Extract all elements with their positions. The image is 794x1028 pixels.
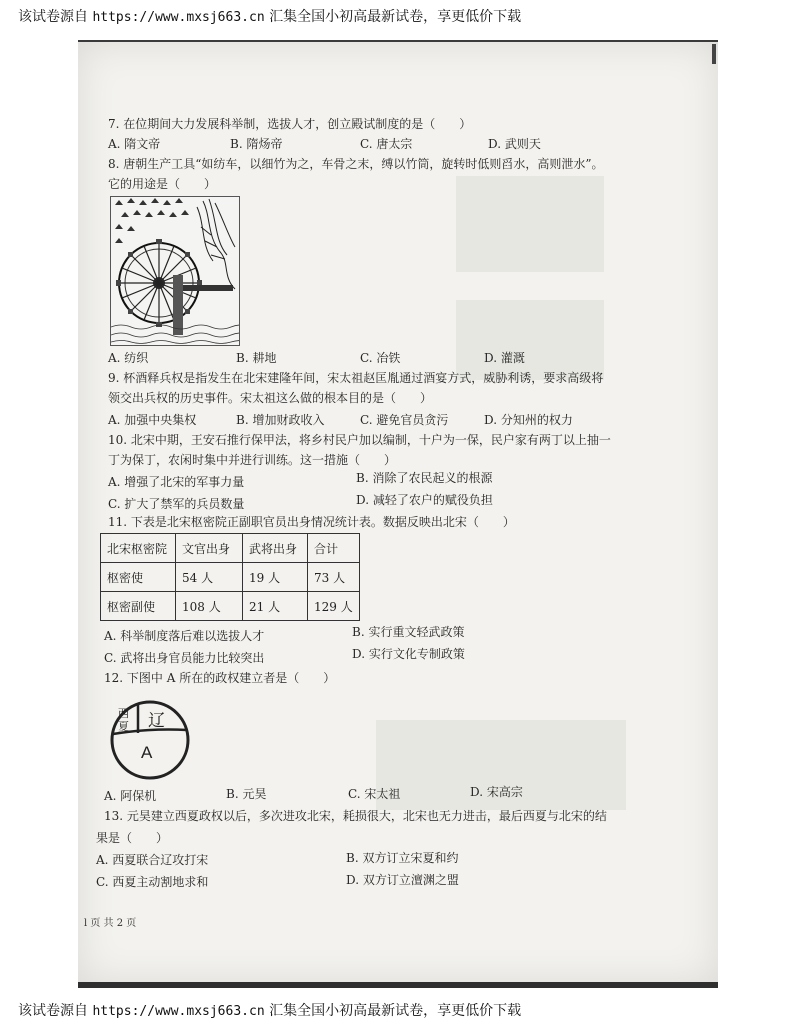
officials-origin-table (100, 533, 360, 621)
label-xi: 西 (118, 707, 129, 720)
question-8-option-c[interactable]: C. 冶铁 (360, 351, 401, 365)
question-8-option-d[interactable]: D. 灌溉 (484, 351, 525, 365)
question-13-option-b[interactable]: B. 双方订立宋夏和约 (346, 851, 459, 865)
label-liao: 辽 (148, 711, 165, 731)
table-cell: 19 人 (243, 563, 308, 592)
question-11-option-c[interactable]: C. 武将出身官员能力比较突出 (104, 651, 265, 665)
question-10-option-a[interactable]: A. 增强了北宋的军事力量 (108, 475, 245, 489)
question-9-option-d[interactable]: D. 分知州的权力 (484, 413, 573, 427)
question-9-option-c[interactable]: C. 避免官员贪污 (360, 413, 449, 427)
waterwheel-illustration (110, 196, 240, 346)
question-8-stem: 8. 唐朝生产工具“如纺车，以细竹为之，车骨之末，缚以竹筒，旋转时低则舀水，高则泄水”。 (108, 157, 604, 171)
source-url[interactable]: https://www.mxsj663.cn (92, 1004, 265, 1019)
table-header-cell: 文官出身 (176, 534, 243, 563)
question-9-option-b[interactable]: B. 增加财政收入 (236, 413, 325, 427)
question-10-stem-cont: 丁为保丁，农闲时集中并进行训练。这一措施（ ） (108, 453, 397, 467)
page-number: l 页 共 2 页 (84, 918, 137, 929)
regime-diagram (104, 700, 196, 780)
question-12-stem: 12. 下图中 A 所在的政权建立者是（ ） (104, 671, 336, 685)
question-10-option-d[interactable]: D. 减轻了农户的赋役负担 (356, 493, 493, 507)
question-13-stem-cont: 果是（ ） (96, 831, 169, 845)
question-7-option-c[interactable]: C. 唐太宗 (360, 137, 413, 151)
table-cell: 108 人 (176, 592, 243, 621)
question-10-option-b[interactable]: B. 消除了农民起义的根源 (356, 471, 493, 485)
question-9-option-a[interactable]: A. 加强中央集权 (108, 413, 197, 427)
question-13-option-d[interactable]: D. 双方订立澶渊之盟 (346, 873, 459, 887)
question-7-stem: 7. 在位期间大力发展科举制，选拔人才，创立殿试制度的是（ ） (108, 117, 472, 131)
question-9-stem-cont: 领交出兵权的历史事件。宋太祖这么做的根本目的是（ ） (108, 391, 433, 405)
table-header-row (101, 534, 360, 563)
question-13-option-a[interactable]: A. 西夏联合辽攻打宋 (96, 853, 209, 867)
question-8-option-a[interactable]: A. 纺织 (108, 351, 149, 365)
question-7-option-b[interactable]: B. 隋炀帝 (230, 137, 283, 151)
paper-edge (712, 44, 716, 64)
question-7-option-a[interactable]: A. 隋文帝 (108, 137, 161, 151)
question-11-option-b[interactable]: B. 实行重文轻武政策 (352, 625, 465, 639)
waterwheel-drawing (111, 197, 239, 345)
regime-circle (104, 700, 196, 780)
paper-edge (78, 982, 718, 988)
table-cell: 54 人 (176, 563, 243, 592)
source-banner-bottom: 该试卷源自 https://www.mxsj663.cn 汇集全国小初高最新试卷，享更低价下载 (18, 1003, 522, 1019)
question-13-stem: 13. 元昊建立西夏政权以后，多次进攻北宋，耗损很大，北宋也无力进击，最后西夏与北宋的结 (104, 809, 607, 823)
question-12-option-b[interactable]: B. 元昊 (226, 787, 267, 801)
bleed-through (456, 300, 604, 380)
table-cell: 枢密副使 (101, 592, 176, 621)
table-cell: 73 人 (308, 563, 360, 592)
table-header-cell: 武将出身 (243, 534, 308, 563)
question-10-option-c[interactable]: C. 扩大了禁军的兵员数量 (108, 497, 245, 511)
question-11-option-d[interactable]: D. 实行文化专制政策 (352, 647, 465, 661)
table-cell: 129 人 (308, 592, 360, 621)
table-cell: 枢密使 (101, 563, 176, 592)
question-13-option-c[interactable]: C. 西夏主动割地求和 (96, 875, 209, 889)
table-header-cell: 北宋枢密院 (101, 534, 176, 563)
source-url[interactable]: https://www.mxsj663.cn (92, 10, 265, 25)
table-cell: 21 人 (243, 592, 308, 621)
question-10-stem: 10. 北宋中期，王安石推行保甲法，将乡村民户加以编制，十户为一保，民户家有两丁以上抽一 (108, 433, 611, 447)
question-12-option-a[interactable]: A. 阿保机 (104, 789, 157, 803)
label-xia: 夏 (118, 720, 129, 733)
question-7-option-d[interactable]: D. 武则天 (488, 137, 541, 151)
source-banner-top: 该试卷源自 https://www.mxsj663.cn 汇集全国小初高最新试卷，享更低价下载 (18, 9, 522, 25)
table-header-cell: 合计 (308, 534, 360, 563)
table-row (101, 592, 360, 621)
bleed-through (456, 176, 604, 272)
table-row (101, 563, 360, 592)
question-11-option-a[interactable]: A. 科举制度落后难以选拔人才 (104, 629, 265, 643)
question-9-stem: 9. 杯酒释兵权是指发生在北宋建隆年间，宋太祖赵匡胤通过酒宴方式，威胁利诱，要求高级将 (108, 371, 604, 385)
question-8-stem-cont: 它的用途是（ ） (108, 177, 217, 191)
question-8-option-b[interactable]: B. 耕地 (236, 351, 277, 365)
label-a: A (141, 743, 153, 762)
question-11-stem: 11. 下表是北宋枢密院正副职官员出身情况统计表。数据反映出北宋（ ） (108, 515, 515, 529)
question-12-option-c[interactable]: C. 宋太祖 (348, 787, 401, 801)
question-12-option-d[interactable]: D. 宋高宗 (470, 785, 523, 799)
